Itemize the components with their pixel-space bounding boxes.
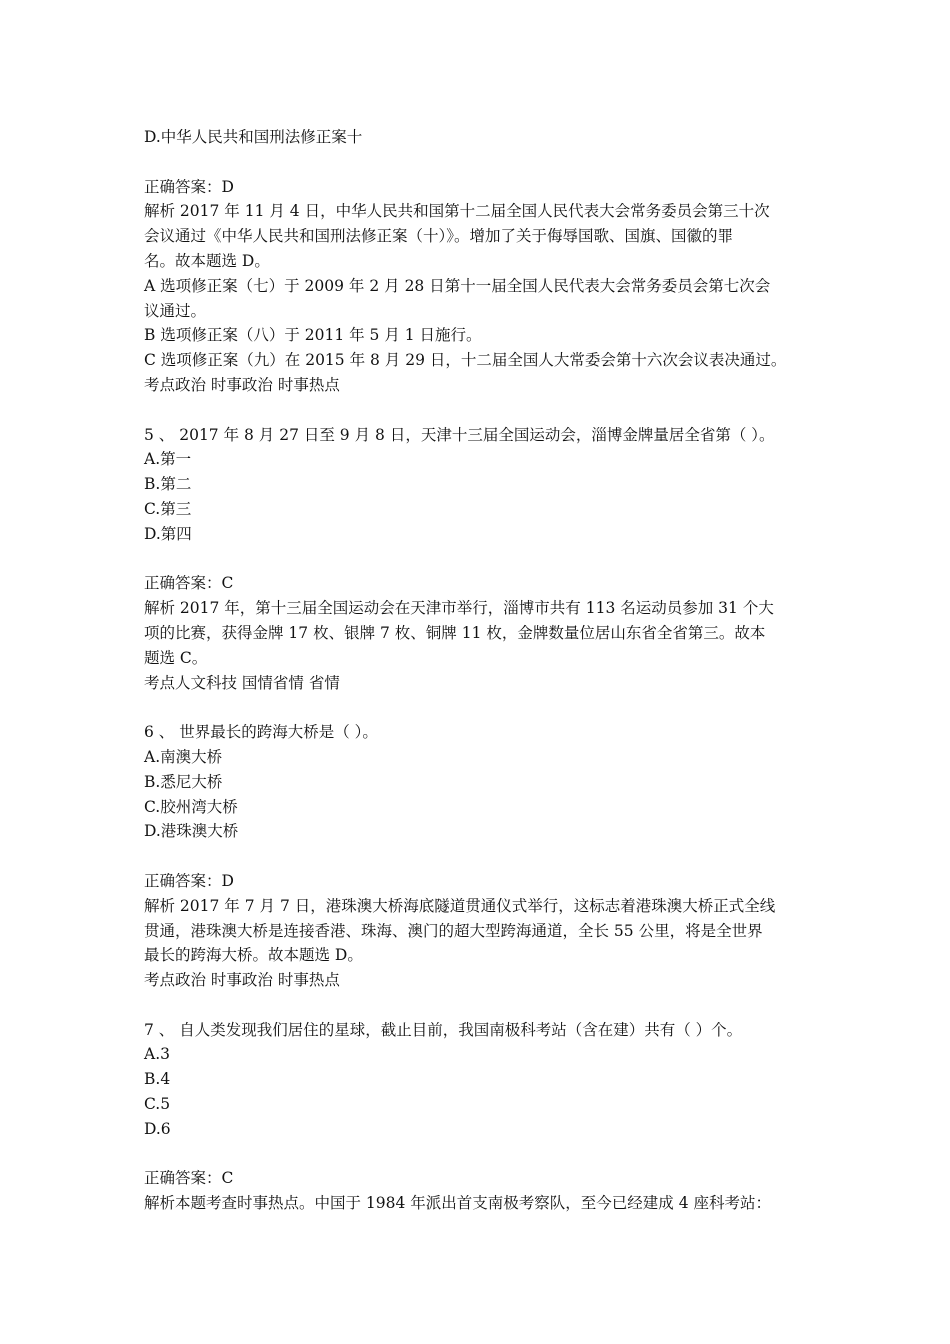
option-d: D.中华人民共和国刑法修正案十 [144, 128, 363, 146]
analysis-line: 解析 2017 年 7 月 7 日，港珠澳大桥海底隧道贯通仪式举行，这标志着港珠澳大桥正式全线 [144, 896, 776, 915]
option-a: A.第一 [144, 450, 192, 469]
question-7 [144, 1018, 814, 1216]
option-b: B.悉尼大桥 [144, 772, 223, 791]
spacer [144, 398, 814, 423]
spacer [144, 1142, 814, 1167]
analysis-line: 解析 2017 年 11 月 4 日，中华人民共和国第十二届全国人民代表大会常务委员会第三十次 [144, 202, 770, 221]
option-d: D.第四 [144, 524, 192, 543]
knowledge-points: 考点政治 时事政治 时事热点 [144, 375, 340, 394]
option-a: A.南澳大桥 [144, 747, 223, 766]
option-b: B.第二 [144, 475, 192, 494]
answer-line: 正确答案：D [144, 871, 234, 890]
option-c: C.5 [144, 1095, 171, 1114]
option-d: D.6 [144, 1119, 171, 1138]
analysis-line: C 选项修正案（九）在 2015 年 8 月 29 日，十二届全国人大常委会第十六次会议表决通过。 [144, 351, 787, 370]
spacer [144, 993, 814, 1018]
question-text: 6 、 世界最长的跨海大桥是（ ）。 [144, 723, 378, 742]
analysis-line: 题选 C。 [144, 648, 208, 667]
option-c: C.胶州湾大桥 [144, 797, 238, 816]
knowledge-points: 考点人文科技 国情省情 省情 [144, 673, 340, 692]
analysis-line: 最长的跨海大桥。故本题选 D。 [144, 946, 363, 965]
spacer [144, 844, 814, 869]
analysis-line: B 选项修正案（八）于 2011 年 5 月 1 日施行。 [144, 326, 482, 345]
analysis-line: 会议通过《中华人民共和国刑法修正案（十）》。增加了关于侮辱国歌、国旗、国徽的罪 [144, 227, 734, 246]
option-a: A.3 [144, 1045, 170, 1064]
analysis-line: 解析本题考查时事热点。中国于 1984 年派出首支南极考察队，至今已经建成 4 座科考站： [144, 1194, 772, 1213]
answer-line: 正确答案：C [144, 1169, 234, 1188]
document-page [144, 125, 814, 1216]
spacer [144, 547, 814, 572]
analysis-line: 解析 2017 年，第十三届全国运动会在天津市举行，淄博市共有 113 名运动员参加 31 个大 [144, 599, 774, 618]
knowledge-points: 考点政治 时事政治 时事热点 [144, 971, 340, 990]
question-text: 5 、 2017 年 8 月 27 日至 9 月 8 日，天津十三届全国运动会，淄博金牌量居全省第（ ）。 [144, 425, 775, 444]
analysis-line: 项的比赛，获得金牌 17 枚、银牌 7 枚、铜牌 11 枚，金牌数量位居山东省全省第三。故本 [144, 623, 766, 642]
analysis-line: 名。故本题选 D。 [144, 251, 270, 270]
option-b: B.4 [144, 1070, 171, 1089]
question-4-tail [144, 125, 814, 398]
analysis-line: 议通过。 [144, 301, 207, 320]
spacer [144, 150, 814, 175]
analysis-line: 贯通，港珠澳大桥是连接香港、珠海、澳门的超大型跨海通道，全长 55 公里，将是全世界 [144, 921, 763, 940]
question-6 [144, 720, 814, 993]
question-5 [144, 423, 814, 696]
option-c: C.第三 [144, 499, 192, 518]
spacer [144, 695, 814, 720]
option-d: D.港珠澳大桥 [144, 822, 239, 841]
answer-line: 正确答案：C [144, 574, 234, 593]
answer-line: 正确答案：D [144, 177, 234, 196]
analysis-line: A 选项修正案（七）于 2009 年 2 月 28 日第十一届全国人民代表大会常务委员会第七次会 [144, 276, 771, 295]
question-text: 7 、 自人类发现我们居住的星球，截止目前，我国南极科考站（含在建）共有（ ）个。 [144, 1020, 743, 1039]
